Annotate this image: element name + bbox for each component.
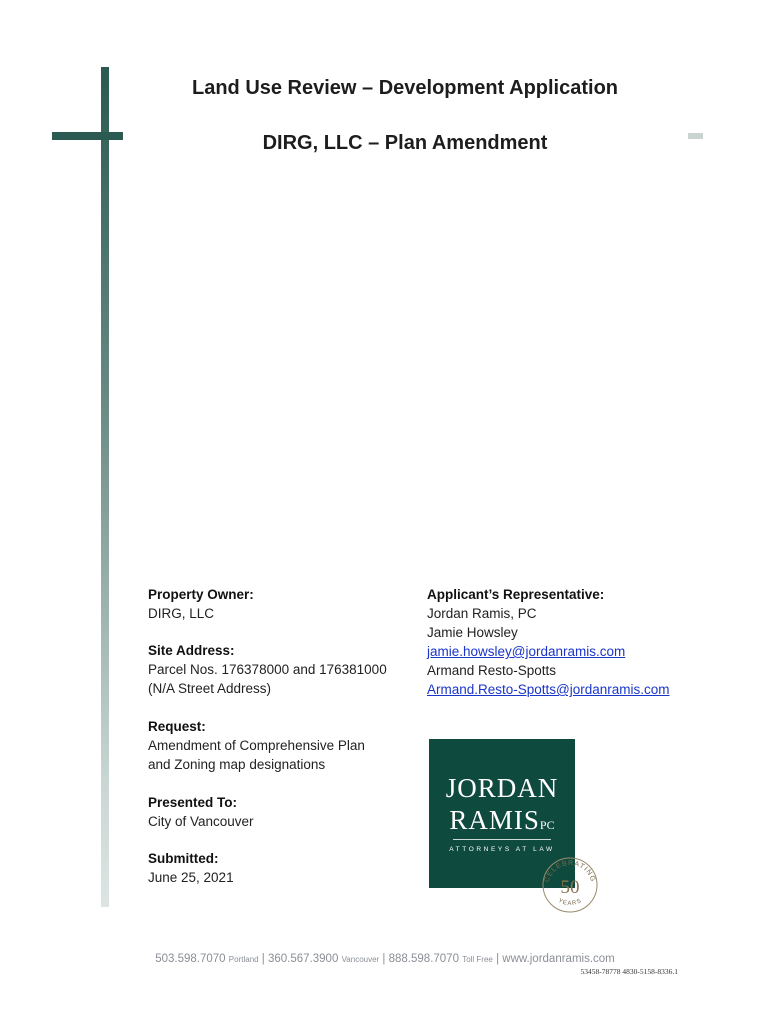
footer-label-tollfree: Toll Free: [462, 955, 493, 964]
footer-contact-line: [0, 953, 770, 965]
request-block: [148, 717, 365, 774]
submitted-heading: Submitted:: [148, 851, 219, 866]
request-line-1: Amendment of Comprehensive Plan: [148, 738, 365, 753]
footer-label-vancouver: Vancouver: [341, 955, 380, 964]
footer-separator: |: [382, 953, 386, 965]
footer-separator: |: [261, 953, 265, 965]
site-heading: Site Address:: [148, 643, 235, 658]
site-line-2: (N/A Street Address): [148, 681, 272, 696]
logo-tagline: ATTORNEYS AT LAW: [449, 846, 555, 853]
submitted-block: [148, 849, 234, 887]
seal-number: 50: [560, 877, 580, 898]
footer-phone-tollfree: 888.598.7070: [388, 953, 459, 965]
logo-name-ramis-row: [429, 805, 575, 836]
seal-celebrating-text: CELEBRATING: [543, 859, 597, 884]
owner-heading: Property Owner:: [148, 587, 254, 602]
rep-heading: Applicant’s Representative:: [427, 587, 605, 602]
logo-name-jordan: JORDAN: [445, 773, 559, 803]
request-line-2: and Zoning map designations: [148, 757, 326, 772]
presented-value: City of Vancouver: [148, 814, 254, 829]
site-address-block: [148, 641, 387, 698]
rep-name-howsley: Jamie Howsley: [427, 625, 518, 640]
logo-suffix: PC: [539, 818, 555, 832]
document-subtitle: DIRG, LLC – Plan Amendment: [262, 132, 548, 154]
email-link-howsley[interactable]: jamie.howsley@jordanramis.com: [427, 644, 626, 659]
request-heading: Request:: [148, 719, 206, 734]
owner-value: DIRG, LLC: [148, 606, 215, 621]
document-title: Land Use Review – Development Application: [191, 77, 619, 99]
rep-name-resto-spotts: Armand Resto-Spotts: [427, 663, 557, 678]
rep-firm: Jordan Ramis, PC: [427, 606, 537, 621]
document-number: 53458-78778 4830-5158-8336.1: [580, 967, 678, 976]
celebrating-50-years-seal: [538, 856, 602, 914]
submitted-value: June 25, 2021: [148, 870, 234, 885]
seal-years-text: YEARS: [556, 897, 584, 908]
footer-phone-portland: 503.598.7070: [155, 953, 226, 965]
property-owner-block: [148, 585, 254, 623]
logo-divider: [453, 839, 551, 840]
footer-website[interactable]: www.jordanramis.com: [502, 953, 615, 965]
email-link-resto-spotts[interactable]: Armand.Resto-Spotts@jordanramis.com: [427, 682, 670, 697]
footer-label-portland: Portland: [228, 955, 259, 964]
footer-separator: |: [496, 953, 500, 965]
presented-to-block: [148, 793, 254, 831]
vertical-accent-bar: [101, 67, 109, 907]
site-line-1: Parcel Nos. 176378000 and 176381000: [148, 662, 387, 677]
presented-heading: Presented To:: [148, 795, 238, 810]
footer-phone-vancouver: 360.567.3900: [268, 953, 339, 965]
applicant-representative-block: [427, 585, 670, 699]
logo-name-ramis: RAMIS: [449, 805, 540, 835]
